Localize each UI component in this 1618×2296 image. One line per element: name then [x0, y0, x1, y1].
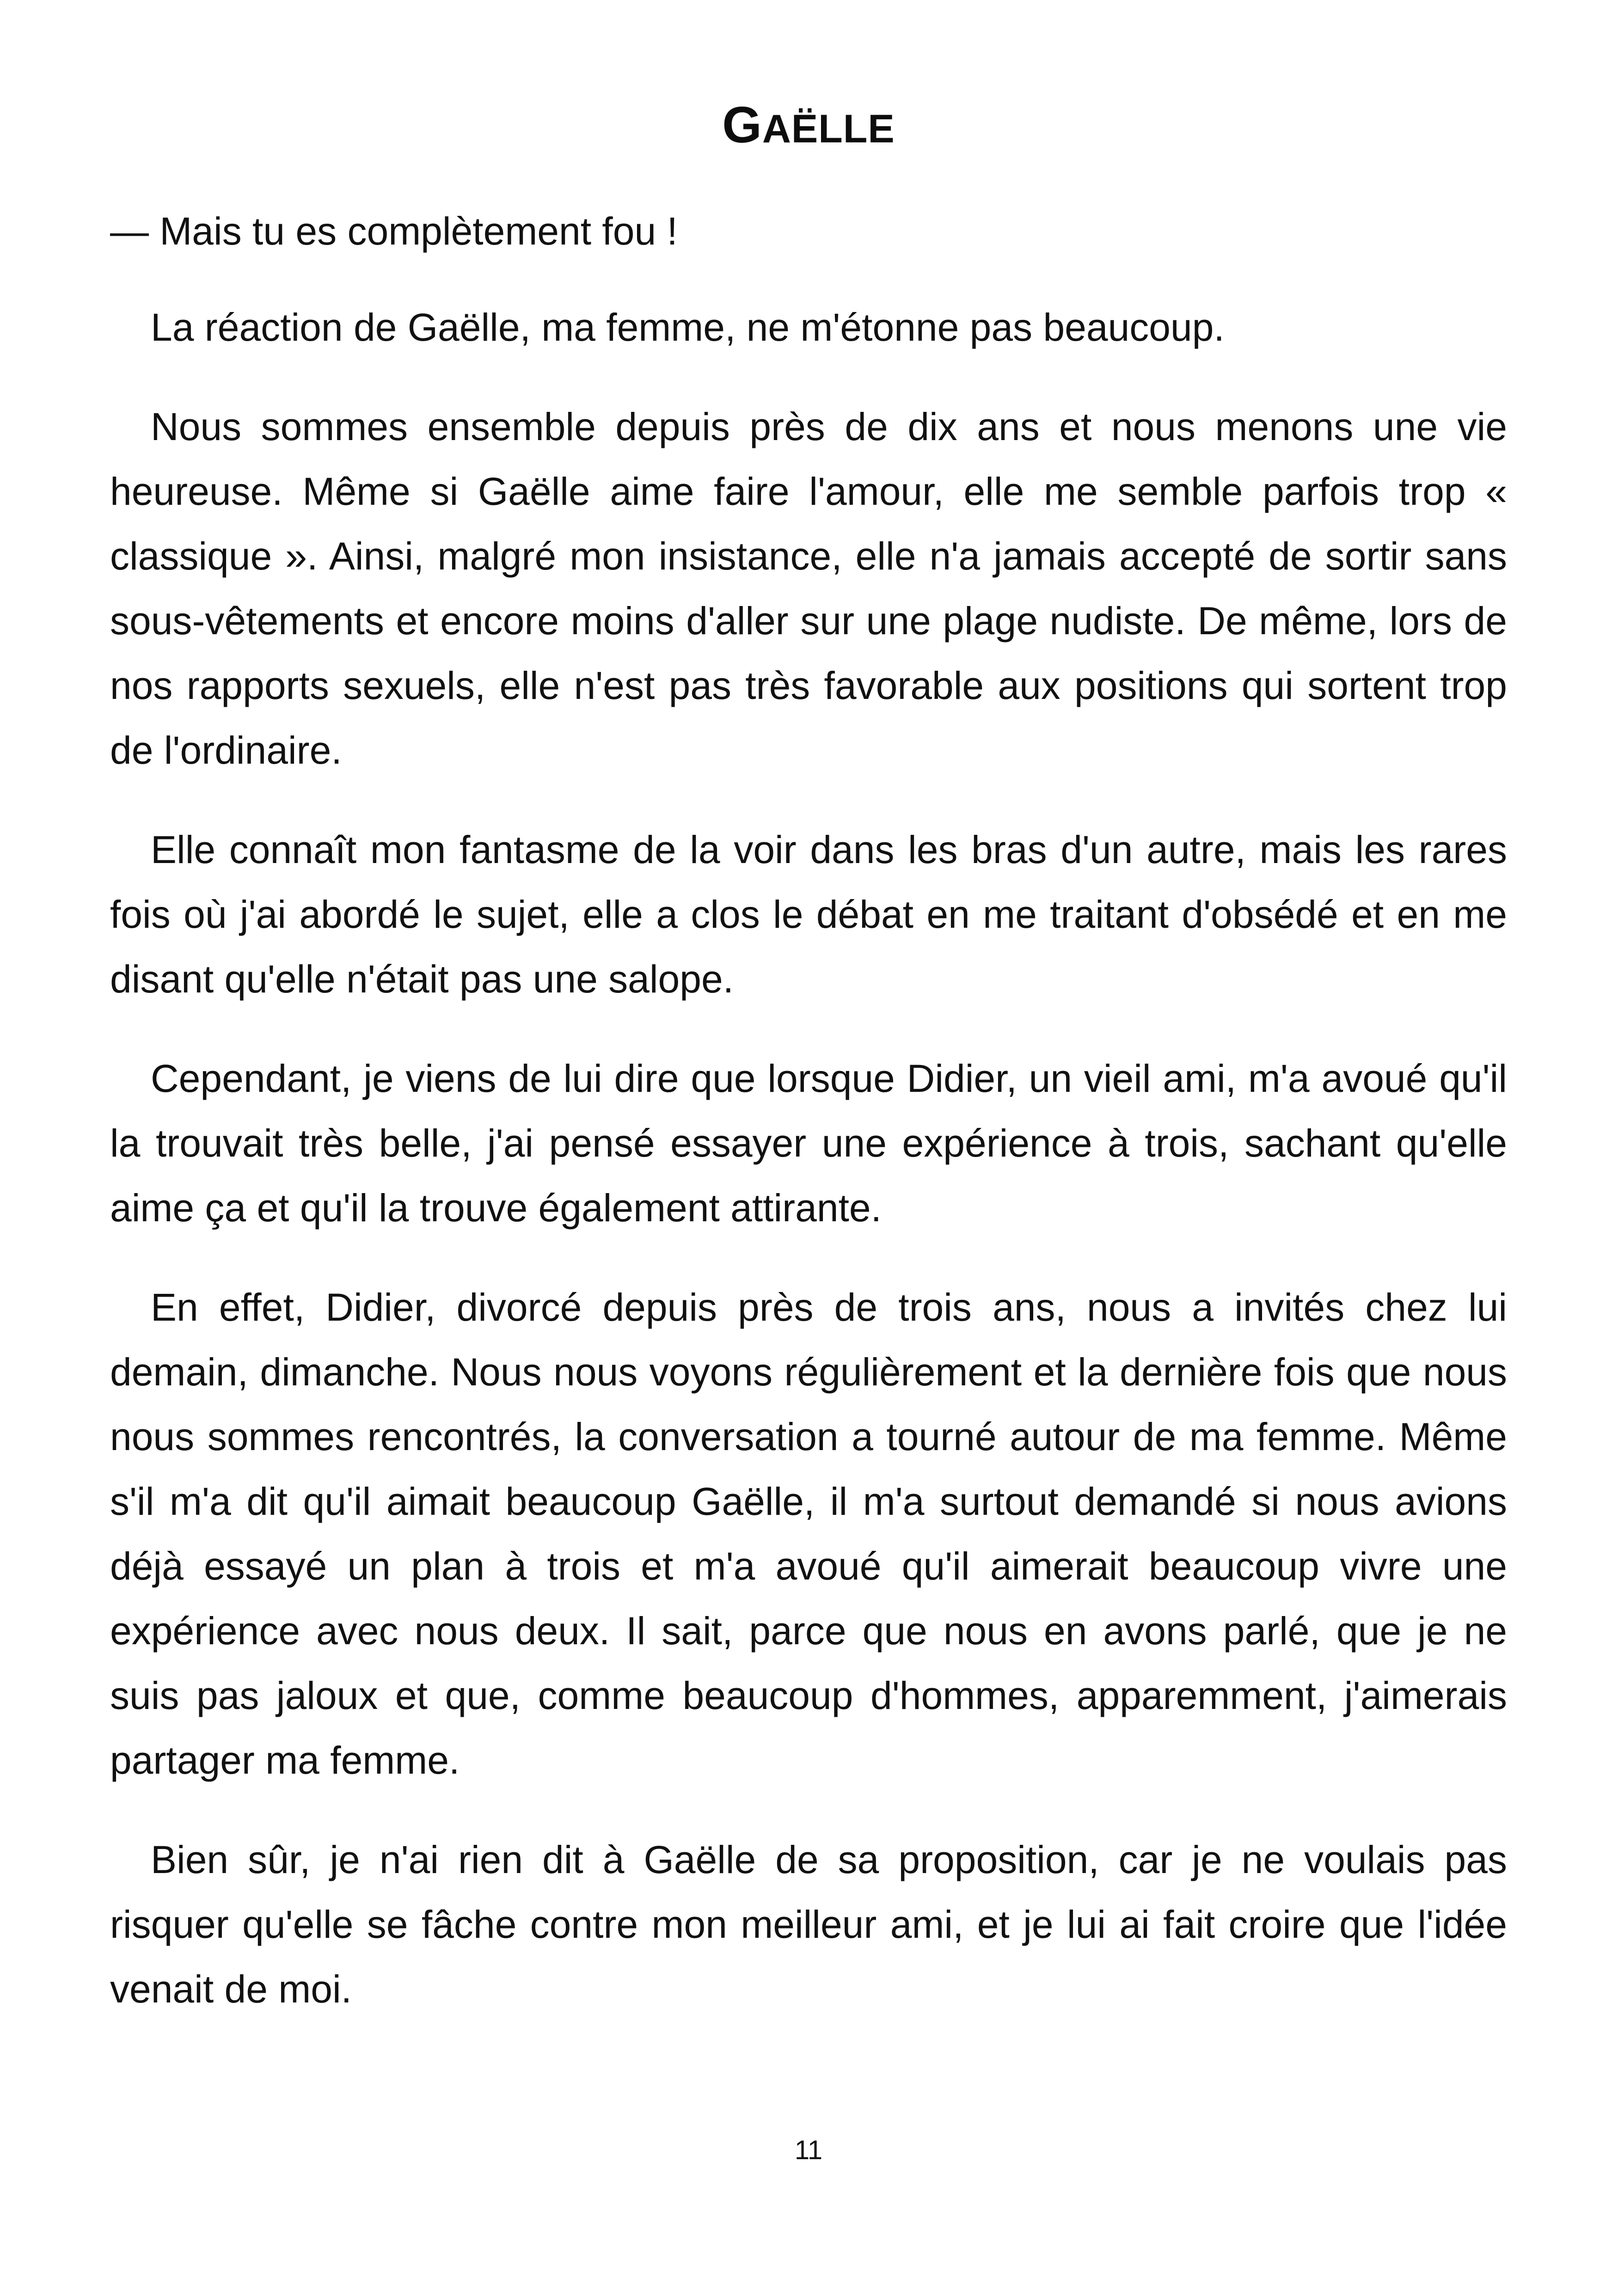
chapter-title — [110, 91, 1507, 164]
chapter-title-initial: G — [722, 97, 762, 153]
page-number: 11 — [794, 2135, 823, 2165]
paragraph-dialogue: — Mais tu es complètement fou ! — [110, 209, 678, 253]
paragraph: Bien sûr, je n'ai rien dit à Gaëlle de sa proposition, car je ne voulais pas risquer qu'elle se fâche contre mon meilleur ami, et je lui ai fait croire que l'idée venait de moi. — [110, 1838, 1507, 2011]
chapter-title-rest: AËLLE — [762, 107, 895, 151]
paragraph: En effet, Didier, divorcé depuis près de trois ans, nous a invités chez lui demain, dimanche. Nous nous voyons régulièrement et la dernière fois que nous nous sommes rencontrés, la conversation a tourné autour de ma femme. Même s'il m'a dit qu'il aimait beaucoup Gaëlle, il m'a surtout demandé si nous avions déjà essayé un plan à trois et m'a avoué qu'il aimerait beaucoup vivre une expérience avec nous deux. Il sait, parce que nous en avons parlé, que je ne suis pas jaloux et que, comme beaucoup d'hommes, apparemment, j'aimerais partager ma femme. — [110, 1286, 1507, 1782]
chapter-body — [110, 199, 1507, 2056]
paragraph: Cependant, je viens de lui dire que lorsque Didier, un vieil ami, m'a avoué qu'il la trouvait très belle, j'ai pensé essayer une expérience à trois, sachant qu'elle aime ça et qu'il la trouve également attirante. — [110, 1057, 1507, 1230]
paragraph: Nous sommes ensemble depuis près de dix ans et nous menons une vie heureuse. Même si Gaëlle aime faire l'amour, elle me semble parfois trop « classique ». Ainsi, malgré mon insistance, elle n'a jamais accepté de sortir sans sous-vêtements et encore moins d'aller sur une plage nudiste. De même, lors de nos rapports sexuels, elle n'est pas très favorable aux positions qui sortent trop de l'ordinaire. — [110, 405, 1507, 772]
paragraph: Elle connaît mon fantasme de la voir dans les bras d'un autre, mais les rares fois où j'ai abordé le sujet, elle a clos le débat en me traitant d'obsédé et en me disant qu'elle n'était pas une salope. — [110, 828, 1507, 1001]
book-page — [110, 0, 1507, 2296]
paragraph: La réaction de Gaëlle, ma femme, ne m'étonne pas beaucoup. — [151, 306, 1225, 349]
